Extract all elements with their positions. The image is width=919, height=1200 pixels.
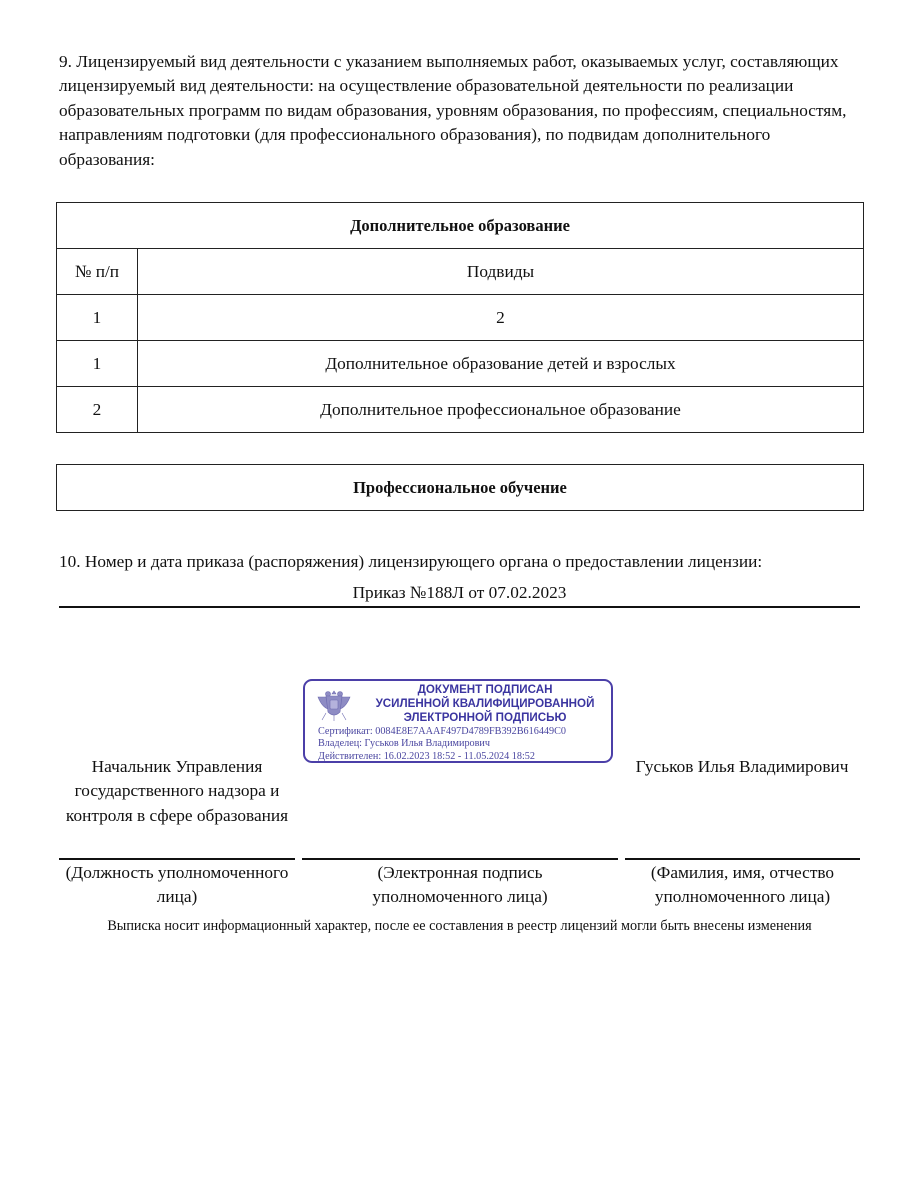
column-header-subtypes: Подвиды	[138, 249, 864, 295]
name-line	[625, 858, 860, 860]
row-name: Дополнительное профессиональное образование	[138, 387, 864, 433]
position-line	[59, 858, 295, 860]
stamp-title-line: УСИЛЕННОЙ КВАЛИФИЦИРОВАННОЙ	[375, 697, 595, 710]
table-header-row	[57, 249, 864, 295]
signature-caption: (Электронная подпись уполномоченного лица)	[372, 863, 548, 907]
additional-education-table	[56, 202, 864, 433]
signer-name: Гуськов Илья Владимирович	[635, 757, 849, 776]
row-number: 1	[57, 341, 138, 387]
stamp-details	[318, 726, 566, 763]
column-header-number: № п/п	[57, 249, 138, 295]
signature-line	[302, 858, 618, 860]
footer-note: Выписка носит информационный характер, после ее составления в реестр лицензий могли быть внесены изменения	[107, 918, 812, 934]
stamp-title	[359, 683, 611, 725]
section-9-text: 9. Лицензируемый вид деятельности с указанием выполняемых работ, оказываемых услуг, составляющих лицензируемый вид деятельности: на осуществление образовательной деятельности по реализации образовательных программ по видам образования, уровням образования, по профессиям, специальностям, направлениям подготовки (для профессионального образования), по подвидам дополнительного образования:	[59, 52, 847, 169]
name-caption: (Фамилия, имя, отчество уполномоченного лица)	[650, 863, 835, 907]
table-row	[57, 387, 864, 433]
professional-training-table	[56, 464, 864, 511]
position-caption: (Должность уполномоченного лица)	[65, 863, 289, 907]
stamp-title-line: ЭЛЕКТРОННОЙ ПОДПИСЬЮ	[403, 711, 567, 724]
section-10-text: 10. Номер и дата приказа (распоряжения) лицензирующего органа о предоставлении лицензии:	[59, 552, 763, 571]
table-title: Профессиональное обучение	[353, 477, 567, 497]
column-number-2: 2	[138, 295, 864, 341]
table-title: Дополнительное образование	[57, 203, 864, 249]
certificate-owner: Владелец: Гуськов Илья Владимирович	[318, 738, 491, 750]
column-numbers-row	[57, 295, 864, 341]
stamp-title-line: ДОКУМЕНТ ПОДПИСАН	[417, 683, 553, 696]
certificate-validity: Действителен: 16.02.2023 18:52 - 11.05.2024 18:52	[318, 750, 535, 762]
order-number: Приказ №188Л от 07.02.2023	[59, 582, 860, 608]
certificate-id: Сертификат: 0084E8E7AAAF497D4789FB392B616449C0	[318, 726, 566, 737]
row-number: 2	[57, 387, 138, 433]
row-name: Дополнительное образование детей и взрослых	[138, 341, 864, 387]
electronic-signature-stamp	[303, 679, 613, 763]
russian-coat-of-arms-icon	[314, 685, 354, 725]
signer-position: Начальник Управления государственного надзора и контроля в сфере образования	[65, 757, 289, 825]
table-row	[57, 341, 864, 387]
column-number-1: 1	[57, 295, 138, 341]
